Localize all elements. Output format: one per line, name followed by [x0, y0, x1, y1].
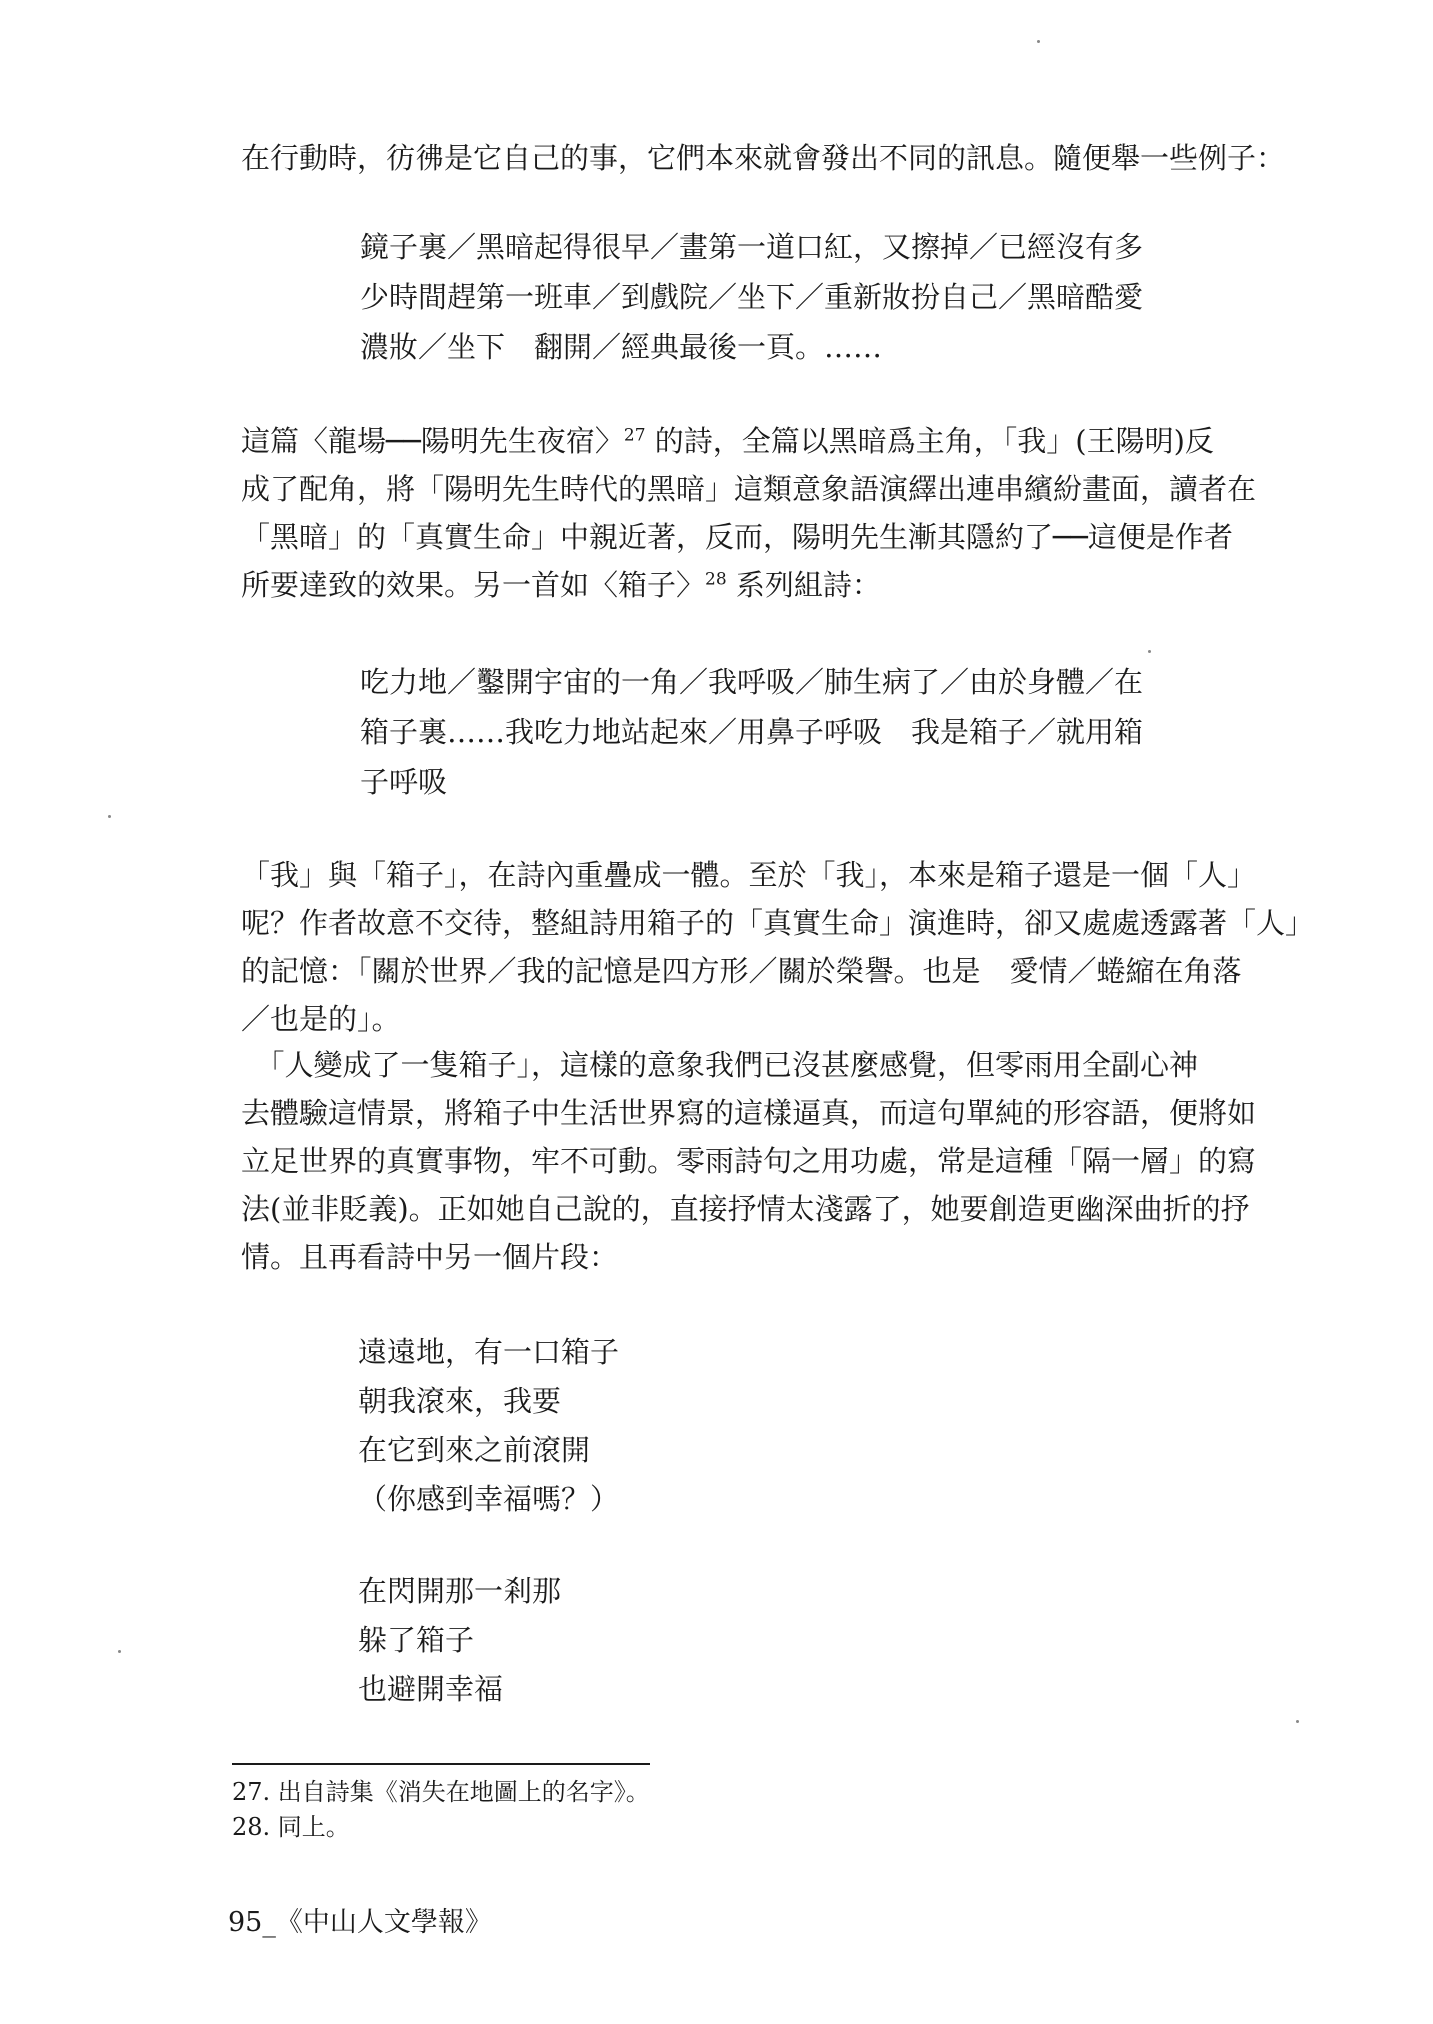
text-line: 立足世界的真實事物，牢不可動。零雨詩句之用功處，常是這種「隔一層」的寫: [241, 1144, 1257, 1178]
text-line: [241, 417, 1223, 465]
scan-speck: [1037, 40, 1040, 43]
text-line: ／也是的」。: [241, 1002, 401, 1036]
quote-line: 子呼吸: [360, 765, 448, 799]
quoted-poem-excerpt-box: [360, 657, 1143, 807]
poem-line: 遠遠地，有一口箱子: [358, 1335, 620, 1369]
text-line: [241, 561, 1223, 609]
text-line: 的記憶：「關於世界／我的記憶是四方形／關於榮譽。也是 愛情／蜷縮在角落: [241, 954, 1242, 988]
poem-line: 在閃開那一剎那: [358, 1574, 562, 1608]
paragraph-intro: [241, 134, 1286, 182]
text-line: 「人變成了一隻箱子」，這樣的意象我們已沒甚麼感覺，但零雨用全副心神: [241, 1048, 1199, 1082]
paragraph-person-becomes-box: [241, 1041, 1257, 1281]
quote-line: 箱子裏……我吃力地站起來／用鼻子呼吸 我是箱子／就用箱: [360, 715, 1144, 749]
page-footer: 95_《中山人文學報》: [228, 1907, 492, 1938]
text-line: 在行動時，彷彿是它自己的事，它們本來就會發出不同的訊息。隨便舉一些例子：: [241, 141, 1286, 175]
text-segment: 系列組詩：: [726, 568, 881, 602]
poem-line: 躲了箱子: [358, 1623, 475, 1657]
scan-speck: [1148, 650, 1151, 653]
text-line: 呢？作者故意不交待，整組詩用箱子的「真實生命」演進時，卻又處處透露著「人」: [241, 906, 1315, 940]
poem-stanza: [358, 1567, 561, 1714]
text-line: 「黑暗」的「真實生命」中親近著，反而，陽明先生漸其隱約了──這便是作者: [241, 520, 1233, 554]
paragraph-me-and-box: [241, 851, 1315, 1043]
footnote-divider: [232, 1763, 650, 1765]
text-line: 「我」與「箱子」，在詩內重疊成一體。至於「我」，本來是箱子還是一個「人」: [241, 858, 1257, 892]
scan-speck: [1296, 1720, 1299, 1723]
paragraph-longchang: [241, 417, 1257, 609]
footnote-ref-28: 28: [705, 569, 727, 590]
quote-line: 鏡子裏／黑暗起得很早／畫第一道口紅，又擦掉／已經沒有多: [360, 230, 1144, 264]
text-segment: 所要達致的效果。另一首如〈箱子〉: [241, 568, 706, 602]
quote-line: 少時間趕第一班車／到戲院／坐下／重新妝扮自己／黑暗酷愛: [360, 280, 1144, 314]
scan-speck: [118, 1650, 121, 1653]
text-line: 去體驗這情景，將箱子中生活世界寫的這樣逼真，而這句單純的形容語，便將如: [241, 1096, 1257, 1130]
scan-speck: [108, 815, 111, 818]
text-line: 情。且再看詩中另一個片段：: [241, 1240, 619, 1274]
poem-line: 也避開幸福: [358, 1672, 504, 1706]
text-segment: 的詩，全篇以黑暗爲主角，「我」(王陽明)反: [645, 424, 1214, 458]
quote-line: 吃力地／鑿開宇宙的一角／我呼吸／肺生病了／由於身體／在: [360, 665, 1144, 699]
text-segment: 這篇〈龍場──陽明先生夜宿〉: [241, 424, 624, 458]
poem-line: 朝我滾來，我要: [358, 1384, 562, 1418]
footnote-27: 27. 出自詩集《消失在地圖上的名字》。: [232, 1778, 650, 1806]
poem-line: 在它到來之前滾開: [358, 1433, 591, 1467]
quoted-poem-excerpt: [360, 222, 1143, 372]
text-line: 成了配角，將「陽明先生時代的黑暗」這類意象語演繹出連串繽紛畫面，讀者在: [241, 472, 1257, 506]
quote-line: 濃妝／坐下 翻開／經典最後一頁。……: [360, 330, 883, 364]
poem-line: （你感到幸福嗎？）: [358, 1482, 620, 1516]
footnote-28: 28. 同上。: [232, 1813, 350, 1841]
footnote-ref-27: 27: [623, 425, 646, 446]
text-line: 法(並非貶義)。正如她自己說的，直接抒情太淺露了，她要創造更幽深曲折的抒: [241, 1192, 1250, 1226]
poem-stanza: [358, 1328, 619, 1524]
